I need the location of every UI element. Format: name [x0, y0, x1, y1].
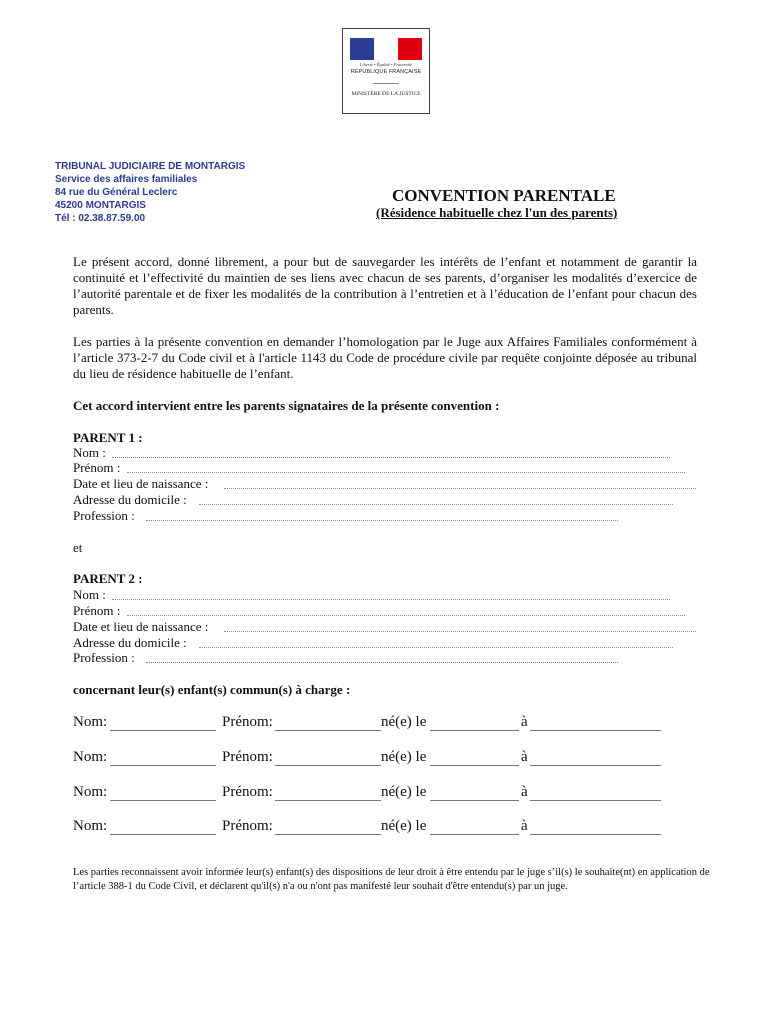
child-prenom-field[interactable] [275, 834, 381, 835]
tribunal-street: 84 rue du Général Leclerc [55, 187, 178, 198]
document-title: CONVENTION PARENTALE [392, 186, 616, 205]
parent2-heading: PARENT 2 : [73, 571, 143, 586]
parent2-profession-field[interactable] [146, 662, 618, 663]
parent1-heading: PARENT 1 : [73, 430, 143, 445]
child-nom-field[interactable] [110, 765, 216, 766]
child-prenom-label: Prénom: [222, 818, 273, 834]
parent2-prenom-label: Prénom : [73, 603, 121, 618]
homologation-paragraph: Les parties à la présente convention en demander l’homologation par le Juge aux Affaires Familiales conformément à l’article 373-2-7 du Code civil et à l'article 1143 du Code de procédure civile par requête conjointe déposée au tribunal du lieu de résidence habituelle de l’enfant. [73, 334, 697, 381]
parent1-adresse-field[interactable] [199, 504, 673, 505]
child-a-field[interactable] [530, 834, 661, 835]
parent1-nom-field[interactable] [112, 457, 670, 458]
child-a-label: à [521, 818, 528, 834]
child-a-label: à [521, 749, 528, 765]
child-a-field[interactable] [530, 730, 661, 731]
ministry-logo [342, 28, 430, 114]
child-a-field[interactable] [530, 800, 661, 801]
parent1-adresse-label: Adresse du domicile : [73, 492, 187, 507]
child-nom-label: Nom: [73, 818, 108, 834]
child-ne-label: né(e) le [381, 818, 427, 834]
tribunal-city: 45200 MONTARGIS [55, 200, 146, 211]
parent1-prenom-label: Prénom : [73, 460, 121, 475]
child-ne-field[interactable] [430, 765, 519, 766]
children-heading: concernant leur(s) enfant(s) commun(s) à charge : [73, 682, 351, 697]
parent1-nom-label: Nom : [73, 445, 106, 460]
document-subtitle: (Résidence habituelle chez l'un des parents) [376, 205, 618, 220]
parent2-adresse-field[interactable] [199, 647, 673, 648]
parent2-nom-label: Nom : [73, 587, 106, 602]
child-prenom-field[interactable] [275, 765, 381, 766]
child-a-label: à [521, 784, 528, 800]
child-prenom-label: Prénom: [222, 714, 273, 730]
logo-ministry: MINISTÈRE DE LA JUSTICE [351, 91, 421, 97]
child-nom-field[interactable] [110, 800, 216, 801]
parent2-naissance-field[interactable] [224, 631, 696, 632]
marianne-flag-icon [350, 38, 422, 60]
tribunal-phone: Tél : 02.38.87.59.00 [55, 213, 146, 224]
parent1-naissance-label: Date et lieu de naissance : [73, 476, 209, 491]
tribunal-address [55, 160, 245, 225]
child-ne-field[interactable] [430, 834, 519, 835]
child-nom-label: Nom: [73, 784, 108, 800]
parents-intro: Cet accord intervient entre les parents signataires de la présente convention : [73, 398, 500, 413]
child-prenom-field[interactable] [275, 800, 381, 801]
child-nom-field[interactable] [110, 730, 216, 731]
logo-motto: Liberté • Égalité • Fraternité [359, 62, 413, 67]
parent1-profession-label: Profession : [73, 508, 135, 523]
logo-republic: RÉPUBLIQUE FRANÇAISE [350, 69, 422, 75]
tribunal-name: TRIBUNAL JUDICIAIRE DE MONTARGIS [55, 161, 246, 172]
parent1-naissance-field[interactable] [224, 488, 696, 489]
parent2-nom-field[interactable] [112, 599, 670, 600]
child-nom-field[interactable] [110, 834, 216, 835]
footer-note: Les parties reconnaissent avoir informée leur(s) enfant(s) des dispositions de leur droit à être entendu par le juge s’il(s) le souhaite(nt) en application de l’article 388-1 du Code Civil, et déclarent qu'il(s) n'a ou n'ont pas manifesté leur souhait d'être entendu(s) par un juge. [73, 867, 710, 892]
parent2-prenom-field[interactable] [127, 615, 685, 616]
intro-paragraph: Le présent accord, donné librement, a pour but de sauvegarder les intérêts de l’enfant et notamment de garantir la continuité et l’effectivité du maintien de ses liens avec chacun de ses parents, d’organiser les modalités d’exercice de l’autorité parentale et de fixer les modalités de la contribution à l’entretien et à l’éducation de l’enfant pour chacun des parents. [73, 254, 697, 317]
parent2-adresse-label: Adresse du domicile : [73, 635, 187, 650]
logo-divider [373, 83, 399, 84]
parent1-profession-field[interactable] [146, 520, 618, 521]
child-ne-field[interactable] [430, 730, 519, 731]
tribunal-service: Service des affaires familiales [55, 174, 198, 185]
child-prenom-label: Prénom: [222, 749, 273, 765]
child-nom-label: Nom: [73, 749, 108, 765]
child-ne-label: né(e) le [381, 749, 427, 765]
separator-et: et [73, 540, 83, 555]
parent2-profession-label: Profession : [73, 650, 135, 665]
child-a-label: à [521, 714, 528, 730]
child-ne-label: né(e) le [381, 784, 427, 800]
child-nom-label: Nom: [73, 714, 108, 730]
child-prenom-label: Prénom: [222, 784, 273, 800]
child-ne-field[interactable] [430, 800, 519, 801]
child-ne-label: né(e) le [381, 714, 427, 730]
child-prenom-field[interactable] [275, 730, 381, 731]
child-a-field[interactable] [530, 765, 661, 766]
parent2-naissance-label: Date et lieu de naissance : [73, 619, 209, 634]
parent1-prenom-field[interactable] [127, 472, 685, 473]
